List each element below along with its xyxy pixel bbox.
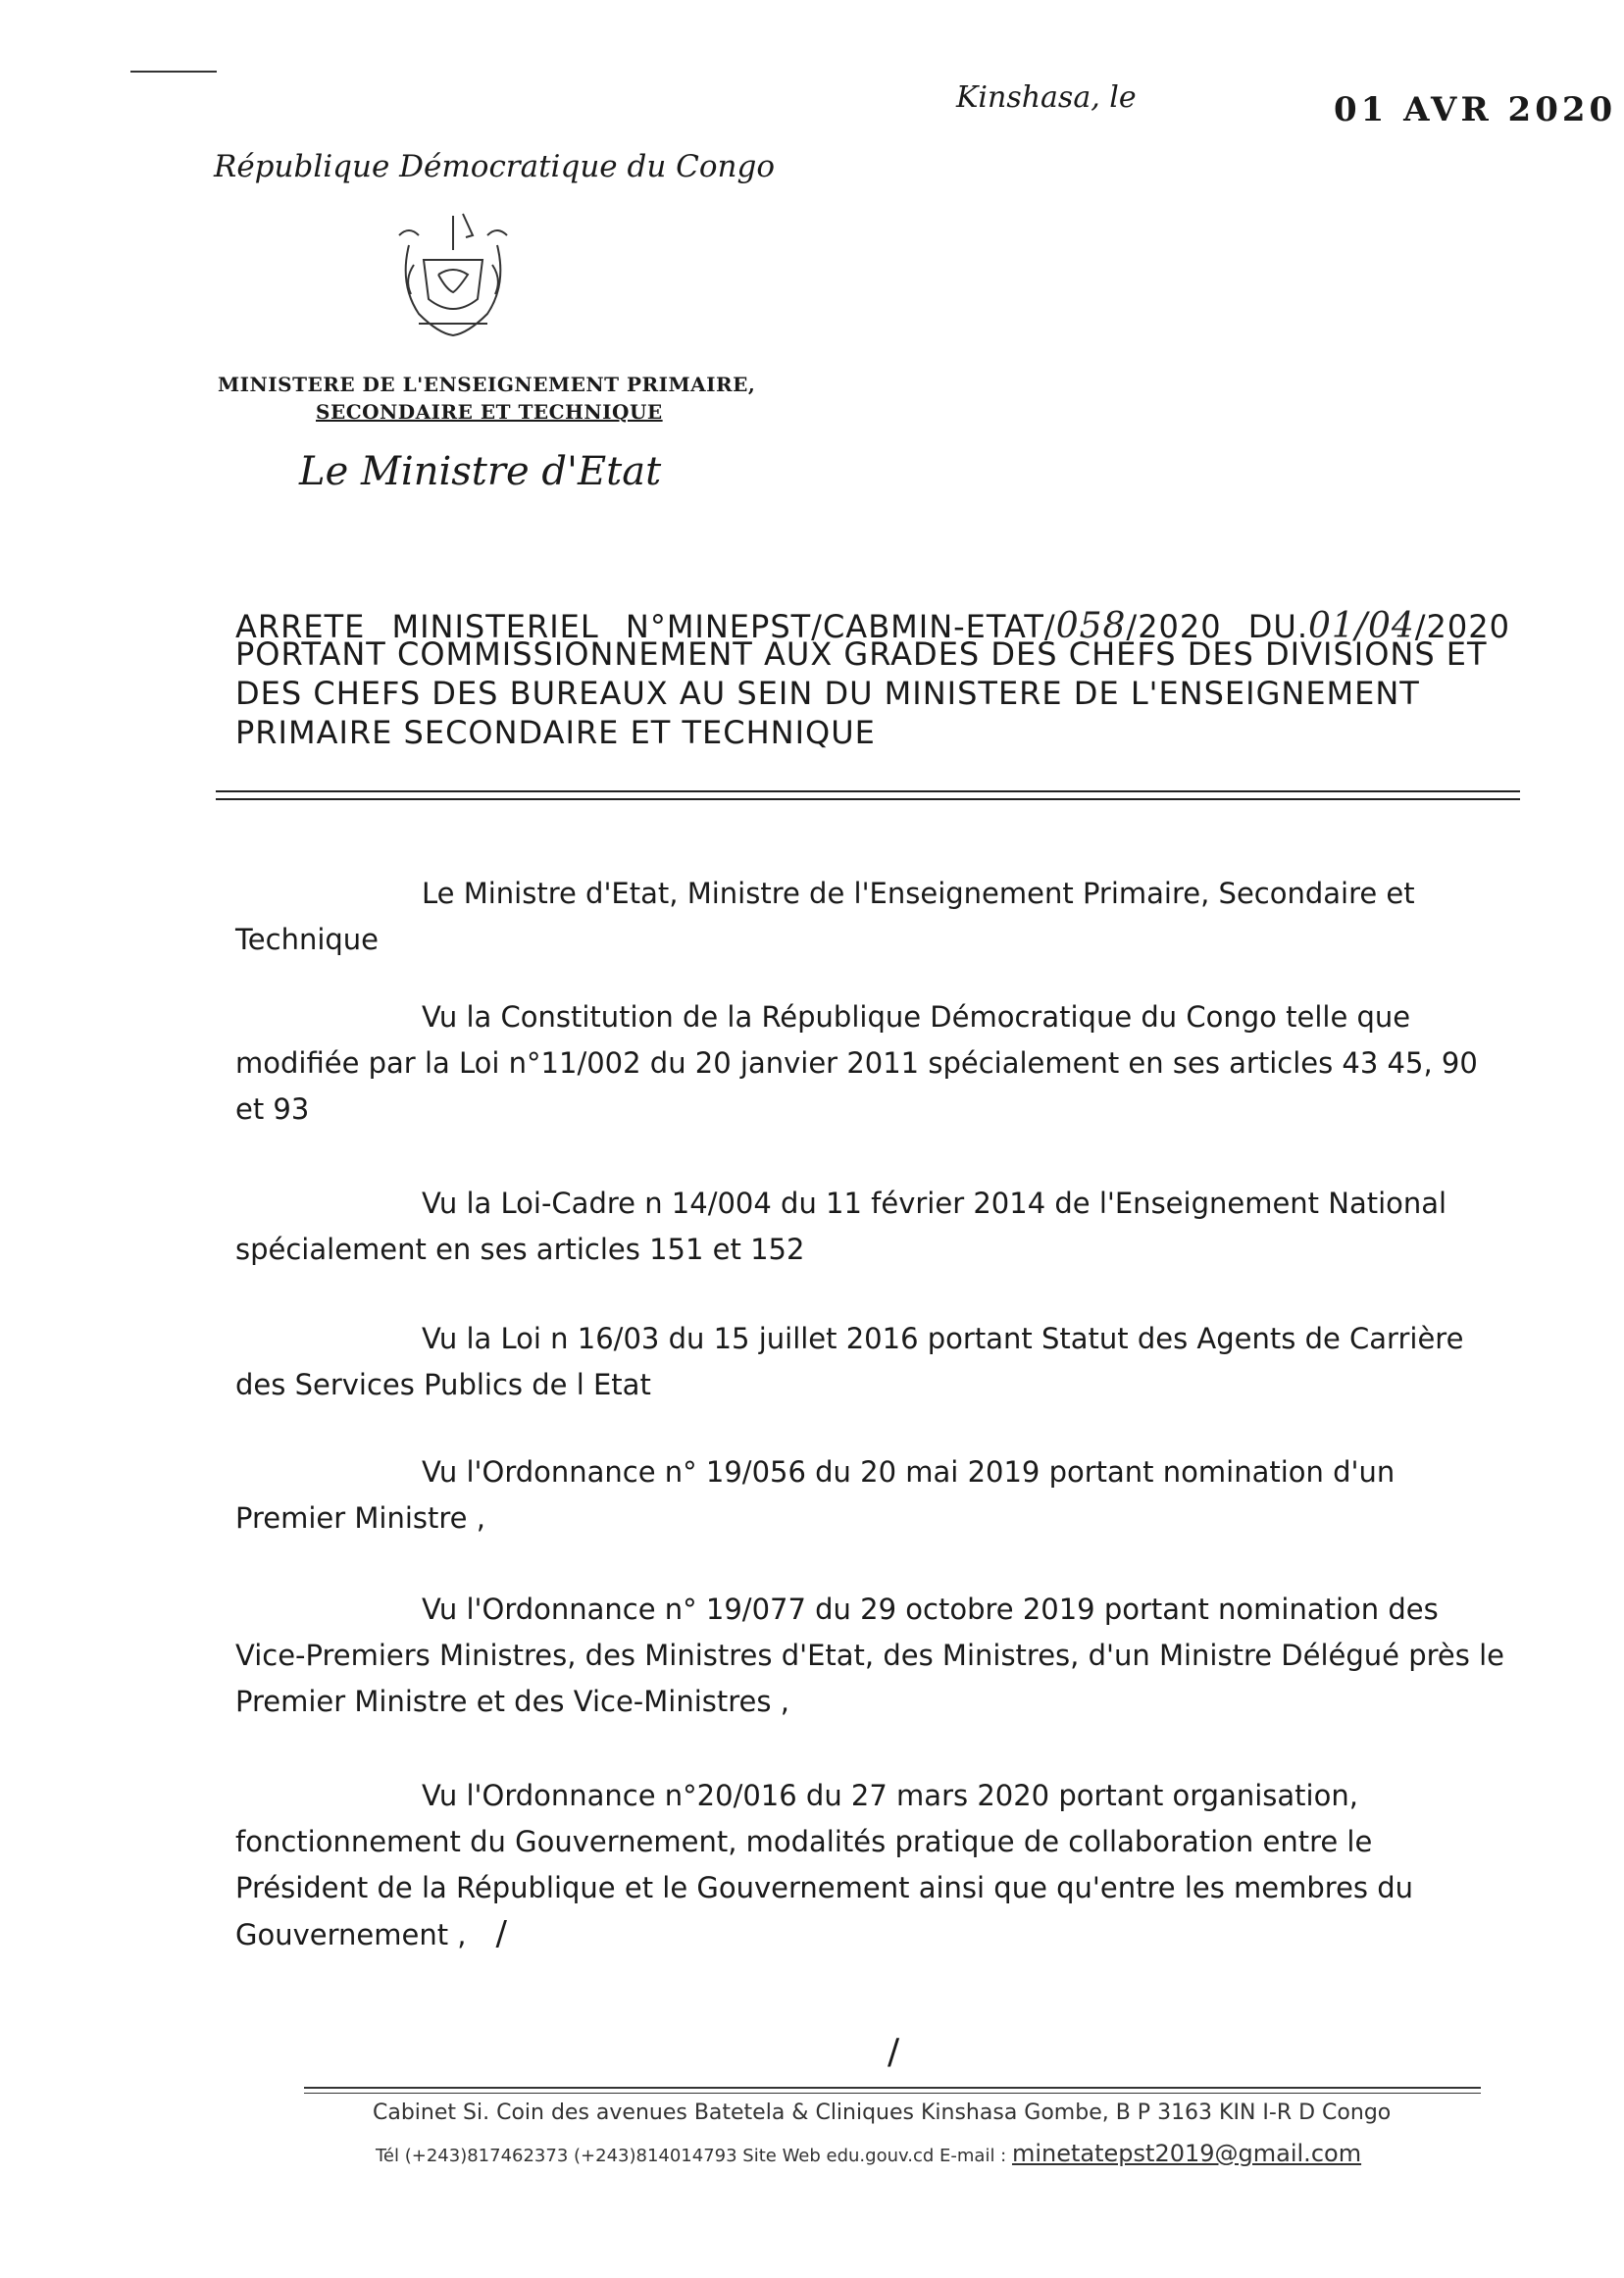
decree-title-line2: PORTANT COMMISSIONNEMENT AUX GRADES DES CHEFS DES DIVISIONS ET xyxy=(235,635,1488,673)
date-year: /2020 xyxy=(1414,608,1510,645)
paragraph-line: Vu la Loi-Cadre n 14/004 du 11 février 2014 de l'Enseignement National xyxy=(422,1187,1447,1220)
paragraph-line: Premier Ministre , xyxy=(235,1501,485,1535)
paragraph-line: Vu la Loi n 16/03 du 15 juillet 2016 portant Statut des Agents de Carrière xyxy=(422,1322,1464,1355)
minister-title: Le Ministre d'Etat xyxy=(299,449,662,494)
footer-divider xyxy=(304,2087,1481,2094)
paragraph-line: fonctionnement du Gouvernement, modalités pratique de collaboration entre le xyxy=(235,1825,1373,1858)
recital-ordonnance-organisation xyxy=(235,1773,1530,1958)
paragraph-line: Vu la Constitution de la République Démocratique du Congo telle que xyxy=(422,1000,1411,1034)
footer-email-link[interactable]: minetatepst2019@gmail.com xyxy=(1011,2140,1362,2167)
reference-year: /2020 xyxy=(1126,608,1222,645)
paragraph-line: Le Ministre d'Etat, Ministre de l'Enseignement Primaire, Secondaire et xyxy=(422,877,1415,910)
paragraph-line: Vu l'Ordonnance n° 19/077 du 29 octobre 2019 portant nomination des xyxy=(422,1593,1439,1626)
paragraph-text: Gouvernement , xyxy=(235,1918,467,1951)
date-stamp: 01 AVR 2020 xyxy=(1334,90,1617,129)
ministry-name-line2: SECONDAIRE ET TECHNIQUE xyxy=(316,400,663,424)
paragraph-line: modifiée par la Loi n°11/002 du 20 janvier 2011 spécialement en ses articles 43 45, 90 xyxy=(235,1046,1478,1080)
decree-title-line3: DES CHEFS DES BUREAUX AU SEIN DU MINISTERE DE L'ENSEIGNEMENT xyxy=(235,675,1420,712)
paragraph-line xyxy=(235,1911,1530,1958)
handwritten-mark: / xyxy=(495,1914,507,1953)
date-prefix: DU. xyxy=(1247,608,1309,645)
decree-title-line4: PRIMAIRE SECONDAIRE ET TECHNIQUE xyxy=(235,714,876,751)
title-word-arrete: ARRETE xyxy=(235,608,366,645)
paragraph-line: des Services Publics de l Etat xyxy=(235,1368,651,1401)
country-name: République Démocratique du Congo xyxy=(214,149,776,184)
recital-ordonnance-premier-ministre xyxy=(235,1449,1530,1542)
preamble-minister xyxy=(235,871,1530,963)
footer-contact xyxy=(376,2140,1361,2167)
title-word-ministeriel: MINISTERIEL xyxy=(391,608,599,645)
paragraph-line: Président de la République et le Gouvernement ainsi que qu'entre les membres du xyxy=(235,1871,1414,1904)
paragraph-line: Vu l'Ordonnance n°20/016 du 27 mars 2020 portant organisation, xyxy=(422,1779,1358,1812)
recital-ordonnance-gouvernement xyxy=(235,1587,1530,1725)
top-margin-mark xyxy=(130,71,217,73)
footer-contact-text: Tél (+243)817462373 (+243)814014793 Site Web edu.gouv.cd E-mail : xyxy=(376,2146,1007,2166)
handwritten-date: 01/04 xyxy=(1308,606,1415,646)
coat-of-arms-icon xyxy=(380,206,527,353)
paragraph-line: Vice-Premiers Ministres, des Ministres d'Etat, des Ministres, d'un Ministre Délégué près le xyxy=(235,1639,1504,1672)
recital-loi-cadre xyxy=(235,1181,1530,1273)
paragraph-line: Premier Ministre et des Vice-Ministres , xyxy=(235,1685,789,1718)
ministry-name-line1: MINISTERE DE L'ENSEIGNEMENT PRIMAIRE, xyxy=(218,373,756,396)
paragraph-line: spécialement en ses articles 151 et 152 xyxy=(235,1233,805,1266)
reference-prefix: N°MINEPST/CABMIN-ETAT/ xyxy=(625,608,1056,645)
recital-constitution xyxy=(235,994,1530,1133)
title-divider xyxy=(216,790,1520,800)
handwritten-number: 058 xyxy=(1055,606,1127,646)
paragraph-line: Vu l'Ordonnance n° 19/056 du 20 mai 2019 portant nomination d'un xyxy=(422,1455,1396,1489)
paragraph-line: et 93 xyxy=(235,1092,310,1126)
recital-loi-statut xyxy=(235,1316,1530,1408)
place-date-label: Kinshasa, le xyxy=(956,80,1137,115)
page-continuation-mark: / xyxy=(888,2032,900,2072)
footer-address: Cabinet Si. Coin des avenues Batetela & Cliniques Kinshasa Gombe, B P 3163 KIN I-R D Congo xyxy=(373,2101,1392,2125)
paragraph-line: Technique xyxy=(235,923,380,956)
